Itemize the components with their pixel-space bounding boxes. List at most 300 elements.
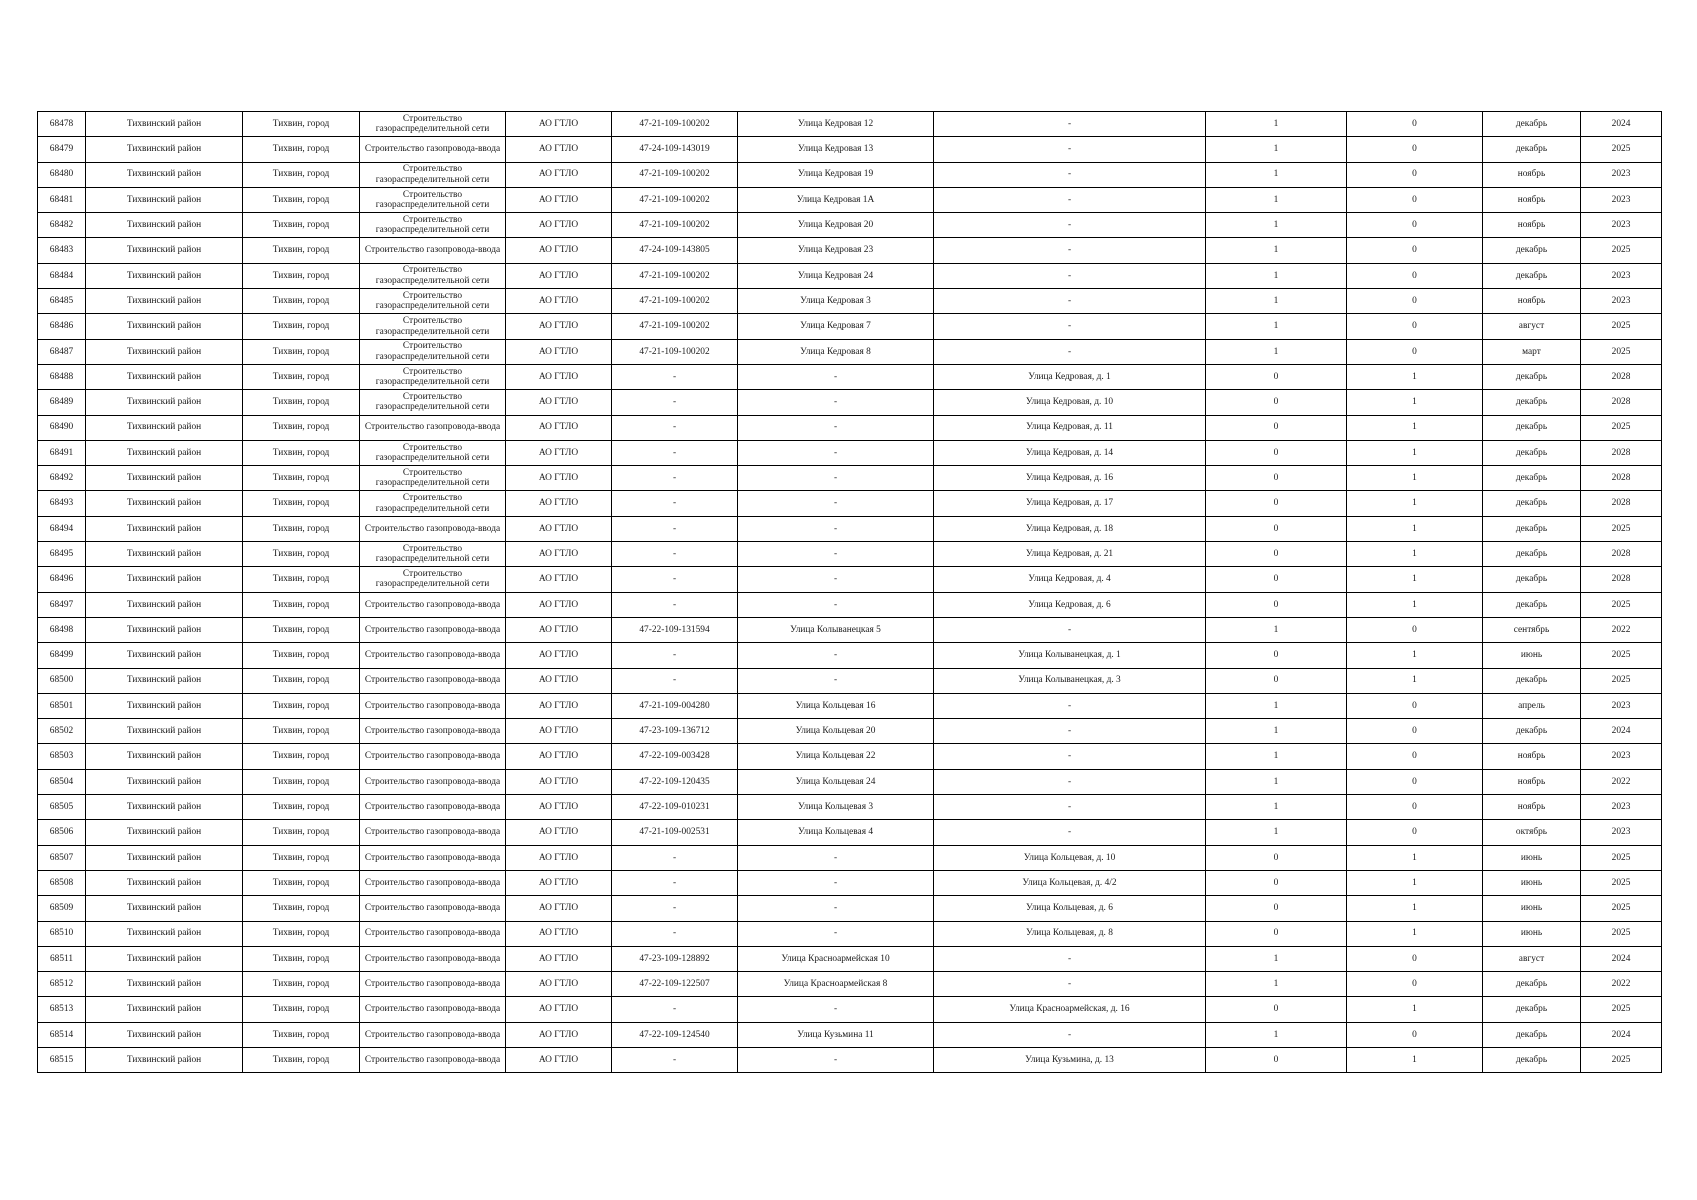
year-cell: 2025: [1581, 921, 1662, 946]
planned-address-cell: -: [934, 238, 1206, 263]
cadastral-number-cell: -: [612, 466, 738, 491]
year-cell: 2025: [1581, 870, 1662, 895]
year-cell: 2025: [1581, 643, 1662, 668]
settlement-cell: Тихвин, город: [243, 289, 360, 314]
cadastral-number-cell: 47-22-109-003428: [612, 744, 738, 769]
month-cell: декабрь: [1483, 491, 1581, 516]
cadastral-number-cell: -: [612, 1047, 738, 1072]
year-cell: 2024: [1581, 719, 1662, 744]
address-cell: Улица Кольцевая 16: [738, 693, 934, 718]
settlement-cell: Тихвин, город: [243, 719, 360, 744]
cadastral-number-cell: -: [612, 896, 738, 921]
cadastral-number-cell: -: [612, 921, 738, 946]
year-cell: 2023: [1581, 263, 1662, 288]
month-cell: декабрь: [1483, 415, 1581, 440]
planned-flag-cell: 0: [1347, 769, 1483, 794]
district-cell: Тихвинский район: [86, 112, 243, 137]
planned-flag-cell: 0: [1347, 744, 1483, 769]
month-cell: ноябрь: [1483, 213, 1581, 238]
cadastral-number-cell: 47-23-109-128892: [612, 946, 738, 971]
year-cell: 2025: [1581, 1047, 1662, 1072]
table-row: [38, 440, 1662, 465]
settlement-cell: Тихвин, город: [243, 364, 360, 389]
existing-flag-cell: 1: [1206, 137, 1347, 162]
existing-flag-cell: 0: [1206, 390, 1347, 415]
work-type-cell: Строительство газораспределительной сети: [360, 339, 506, 364]
month-cell: март: [1483, 339, 1581, 364]
work-type-cell: Строительство газопровода-ввода: [360, 921, 506, 946]
district-cell: Тихвинский район: [86, 187, 243, 212]
district-cell: Тихвинский район: [86, 364, 243, 389]
row-id-cell: 68501: [38, 693, 86, 718]
organization-cell: АО ГТЛО: [506, 769, 612, 794]
existing-flag-cell: 1: [1206, 1022, 1347, 1047]
work-type-cell: Строительство газопровода-ввода: [360, 845, 506, 870]
district-cell: Тихвинский район: [86, 1022, 243, 1047]
address-cell: Улица Кольцевая 22: [738, 744, 934, 769]
table-row: [38, 516, 1662, 541]
existing-flag-cell: 0: [1206, 845, 1347, 870]
cadastral-number-cell: -: [612, 415, 738, 440]
planned-flag-cell: 0: [1347, 719, 1483, 744]
district-cell: Тихвинский район: [86, 592, 243, 617]
settlement-cell: Тихвин, город: [243, 592, 360, 617]
address-cell: Улица Кедровая 1А: [738, 187, 934, 212]
organization-cell: АО ГТЛО: [506, 542, 612, 567]
cadastral-number-cell: 47-21-109-100202: [612, 187, 738, 212]
year-cell: 2023: [1581, 795, 1662, 820]
year-cell: 2023: [1581, 289, 1662, 314]
month-cell: август: [1483, 314, 1581, 339]
planned-flag-cell: 1: [1347, 415, 1483, 440]
work-type-cell: Строительство газопровода-ввода: [360, 795, 506, 820]
year-cell: 2025: [1581, 997, 1662, 1022]
cadastral-number-cell: 47-21-109-100202: [612, 213, 738, 238]
planned-flag-cell: 1: [1347, 921, 1483, 946]
district-cell: Тихвинский район: [86, 567, 243, 592]
work-type-cell: Строительство газопровода-ввода: [360, 870, 506, 895]
existing-flag-cell: 0: [1206, 870, 1347, 895]
row-id-cell: 68482: [38, 213, 86, 238]
district-cell: Тихвинский район: [86, 415, 243, 440]
planned-flag-cell: 0: [1347, 314, 1483, 339]
district-cell: Тихвинский район: [86, 795, 243, 820]
table-row: [38, 820, 1662, 845]
settlement-cell: Тихвин, город: [243, 440, 360, 465]
existing-flag-cell: 1: [1206, 187, 1347, 212]
planned-flag-cell: 1: [1347, 516, 1483, 541]
organization-cell: АО ГТЛО: [506, 997, 612, 1022]
work-type-cell: Строительство газопровода-ввода: [360, 415, 506, 440]
table-row: [38, 415, 1662, 440]
planned-flag-cell: 1: [1347, 896, 1483, 921]
cadastral-number-cell: -: [612, 592, 738, 617]
planned-flag-cell: 1: [1347, 364, 1483, 389]
district-cell: Тихвинский район: [86, 896, 243, 921]
organization-cell: АО ГТЛО: [506, 744, 612, 769]
cadastral-number-cell: 47-22-109-120435: [612, 769, 738, 794]
district-cell: Тихвинский район: [86, 668, 243, 693]
planned-address-cell: -: [934, 744, 1206, 769]
district-cell: Тихвинский район: [86, 491, 243, 516]
settlement-cell: Тихвин, город: [243, 466, 360, 491]
month-cell: сентябрь: [1483, 617, 1581, 642]
settlement-cell: Тихвин, город: [243, 643, 360, 668]
existing-flag-cell: 0: [1206, 1047, 1347, 1072]
planned-flag-cell: 1: [1347, 592, 1483, 617]
year-cell: 2025: [1581, 592, 1662, 617]
month-cell: декабрь: [1483, 1022, 1581, 1047]
settlement-cell: Тихвин, город: [243, 213, 360, 238]
address-cell: -: [738, 491, 934, 516]
district-cell: Тихвинский район: [86, 339, 243, 364]
address-cell: Улица Кедровая 13: [738, 137, 934, 162]
district-cell: Тихвинский район: [86, 390, 243, 415]
planned-address-cell: -: [934, 137, 1206, 162]
cadastral-number-cell: 47-22-109-122507: [612, 972, 738, 997]
settlement-cell: Тихвин, город: [243, 617, 360, 642]
district-cell: Тихвинский район: [86, 870, 243, 895]
planned-flag-cell: 0: [1347, 795, 1483, 820]
planned-flag-cell: 0: [1347, 112, 1483, 137]
planned-address-cell: -: [934, 263, 1206, 288]
settlement-cell: Тихвин, город: [243, 820, 360, 845]
address-cell: Улица Красноармейская 10: [738, 946, 934, 971]
settlement-cell: Тихвин, город: [243, 769, 360, 794]
table-row: [38, 795, 1662, 820]
table-row: [38, 339, 1662, 364]
month-cell: декабрь: [1483, 390, 1581, 415]
row-id-cell: 68496: [38, 567, 86, 592]
organization-cell: АО ГТЛО: [506, 693, 612, 718]
existing-flag-cell: 1: [1206, 213, 1347, 238]
table-row: [38, 1047, 1662, 1072]
planned-address-cell: -: [934, 795, 1206, 820]
year-cell: 2028: [1581, 491, 1662, 516]
organization-cell: АО ГТЛО: [506, 339, 612, 364]
address-cell: Улица Кольцевая 20: [738, 719, 934, 744]
table-row: [38, 845, 1662, 870]
district-cell: Тихвинский район: [86, 289, 243, 314]
row-id-cell: 68480: [38, 162, 86, 187]
planned-address-cell: Улица Кузьмина, д. 13: [934, 1047, 1206, 1072]
planned-flag-cell: 0: [1347, 972, 1483, 997]
year-cell: 2025: [1581, 845, 1662, 870]
organization-cell: АО ГТЛО: [506, 263, 612, 288]
organization-cell: АО ГТЛО: [506, 238, 612, 263]
month-cell: декабрь: [1483, 719, 1581, 744]
year-cell: 2023: [1581, 187, 1662, 212]
settlement-cell: Тихвин, город: [243, 870, 360, 895]
table-row: [38, 263, 1662, 288]
existing-flag-cell: 1: [1206, 795, 1347, 820]
year-cell: 2028: [1581, 567, 1662, 592]
cadastral-number-cell: -: [612, 390, 738, 415]
row-id-cell: 68513: [38, 997, 86, 1022]
district-cell: Тихвинский район: [86, 972, 243, 997]
row-id-cell: 68484: [38, 263, 86, 288]
settlement-cell: Тихвин, город: [243, 1022, 360, 1047]
work-type-cell: Строительство газопровода-ввода: [360, 238, 506, 263]
district-cell: Тихвинский район: [86, 542, 243, 567]
settlement-cell: Тихвин, город: [243, 921, 360, 946]
cadastral-number-cell: -: [612, 643, 738, 668]
work-type-cell: Строительство газопровода-ввода: [360, 896, 506, 921]
cadastral-number-cell: -: [612, 516, 738, 541]
cadastral-number-cell: 47-22-109-010231: [612, 795, 738, 820]
table-row: [38, 213, 1662, 238]
work-type-cell: Строительство газораспределительной сети: [360, 263, 506, 288]
existing-flag-cell: 0: [1206, 415, 1347, 440]
settlement-cell: Тихвин, город: [243, 162, 360, 187]
row-id-cell: 68481: [38, 187, 86, 212]
table-row: [38, 314, 1662, 339]
cadastral-number-cell: -: [612, 440, 738, 465]
month-cell: июнь: [1483, 845, 1581, 870]
work-type-cell: Строительство газопровода-ввода: [360, 617, 506, 642]
month-cell: ноябрь: [1483, 289, 1581, 314]
existing-flag-cell: 1: [1206, 769, 1347, 794]
existing-flag-cell: 0: [1206, 491, 1347, 516]
month-cell: декабрь: [1483, 238, 1581, 263]
year-cell: 2028: [1581, 390, 1662, 415]
month-cell: декабрь: [1483, 542, 1581, 567]
district-cell: Тихвинский район: [86, 643, 243, 668]
address-cell: -: [738, 592, 934, 617]
year-cell: 2022: [1581, 617, 1662, 642]
organization-cell: АО ГТЛО: [506, 491, 612, 516]
planned-address-cell: Улица Кольцевая, д. 4/2: [934, 870, 1206, 895]
year-cell: 2028: [1581, 364, 1662, 389]
organization-cell: АО ГТЛО: [506, 516, 612, 541]
row-id-cell: 68490: [38, 415, 86, 440]
address-cell: -: [738, 390, 934, 415]
district-cell: Тихвинский район: [86, 845, 243, 870]
existing-flag-cell: 1: [1206, 162, 1347, 187]
address-cell: -: [738, 997, 934, 1022]
existing-flag-cell: 0: [1206, 364, 1347, 389]
year-cell: 2024: [1581, 112, 1662, 137]
address-cell: Улица Кедровая 23: [738, 238, 934, 263]
organization-cell: АО ГТЛО: [506, 440, 612, 465]
existing-flag-cell: 1: [1206, 617, 1347, 642]
table-row: [38, 643, 1662, 668]
address-cell: Улица Колыванецкая 5: [738, 617, 934, 642]
district-cell: Тихвинский район: [86, 466, 243, 491]
planned-address-cell: -: [934, 314, 1206, 339]
planned-flag-cell: 1: [1347, 845, 1483, 870]
existing-flag-cell: 0: [1206, 921, 1347, 946]
work-type-cell: Строительство газораспределительной сети: [360, 187, 506, 212]
settlement-cell: Тихвин, город: [243, 390, 360, 415]
district-cell: Тихвинский район: [86, 213, 243, 238]
planned-address-cell: Улица Кедровая, д. 18: [934, 516, 1206, 541]
district-cell: Тихвинский район: [86, 1047, 243, 1072]
table-row: [38, 592, 1662, 617]
settlement-cell: Тихвин, город: [243, 339, 360, 364]
planned-address-cell: Улица Кедровая, д. 11: [934, 415, 1206, 440]
cadastral-number-cell: 47-23-109-136712: [612, 719, 738, 744]
year-cell: 2023: [1581, 213, 1662, 238]
address-cell: -: [738, 845, 934, 870]
planned-address-cell: Улица Красноармейская, д. 16: [934, 997, 1206, 1022]
work-type-cell: Строительство газопровода-ввода: [360, 693, 506, 718]
row-id-cell: 68498: [38, 617, 86, 642]
month-cell: декабрь: [1483, 997, 1581, 1022]
district-cell: Тихвинский район: [86, 769, 243, 794]
table-row: [38, 668, 1662, 693]
table-row: [38, 542, 1662, 567]
table-row: [38, 719, 1662, 744]
cadastral-number-cell: 47-21-109-100202: [612, 162, 738, 187]
existing-flag-cell: 1: [1206, 289, 1347, 314]
table-row: [38, 896, 1662, 921]
address-cell: Улица Кедровая 19: [738, 162, 934, 187]
cadastral-number-cell: -: [612, 997, 738, 1022]
district-cell: Тихвинский район: [86, 314, 243, 339]
district-cell: Тихвинский район: [86, 516, 243, 541]
work-type-cell: Строительство газопровода-ввода: [360, 820, 506, 845]
gasification-schedule-table: [37, 111, 1662, 1073]
work-type-cell: Строительство газораспределительной сети: [360, 364, 506, 389]
year-cell: 2022: [1581, 769, 1662, 794]
row-id-cell: 68486: [38, 314, 86, 339]
district-cell: Тихвинский район: [86, 162, 243, 187]
planned-address-cell: Улица Кедровая, д. 14: [934, 440, 1206, 465]
existing-flag-cell: 0: [1206, 592, 1347, 617]
month-cell: декабрь: [1483, 516, 1581, 541]
table-row: [38, 390, 1662, 415]
planned-flag-cell: 0: [1347, 162, 1483, 187]
district-cell: Тихвинский район: [86, 820, 243, 845]
organization-cell: АО ГТЛО: [506, 289, 612, 314]
table-row: [38, 466, 1662, 491]
planned-address-cell: -: [934, 972, 1206, 997]
settlement-cell: Тихвин, город: [243, 744, 360, 769]
row-id-cell: 68493: [38, 491, 86, 516]
planned-flag-cell: 0: [1347, 289, 1483, 314]
work-type-cell: Строительство газопровода-ввода: [360, 643, 506, 668]
organization-cell: АО ГТЛО: [506, 592, 612, 617]
month-cell: ноябрь: [1483, 162, 1581, 187]
planned-address-cell: Улица Кольцевая, д. 6: [934, 896, 1206, 921]
month-cell: апрель: [1483, 693, 1581, 718]
table-row: [38, 364, 1662, 389]
organization-cell: АО ГТЛО: [506, 137, 612, 162]
organization-cell: АО ГТЛО: [506, 972, 612, 997]
district-cell: Тихвинский район: [86, 744, 243, 769]
settlement-cell: Тихвин, город: [243, 845, 360, 870]
district-cell: Тихвинский район: [86, 440, 243, 465]
cadastral-number-cell: -: [612, 567, 738, 592]
row-id-cell: 68504: [38, 769, 86, 794]
planned-flag-cell: 1: [1347, 1047, 1483, 1072]
district-cell: Тихвинский район: [86, 617, 243, 642]
work-type-cell: Строительство газопровода-ввода: [360, 719, 506, 744]
planned-address-cell: -: [934, 820, 1206, 845]
month-cell: декабрь: [1483, 567, 1581, 592]
row-id-cell: 68500: [38, 668, 86, 693]
work-type-cell: Строительство газопровода-ввода: [360, 997, 506, 1022]
planned-flag-cell: 0: [1347, 693, 1483, 718]
settlement-cell: Тихвин, город: [243, 491, 360, 516]
row-id-cell: 68515: [38, 1047, 86, 1072]
row-id-cell: 68511: [38, 946, 86, 971]
settlement-cell: Тихвин, город: [243, 415, 360, 440]
year-cell: 2025: [1581, 314, 1662, 339]
year-cell: 2025: [1581, 896, 1662, 921]
settlement-cell: Тихвин, город: [243, 693, 360, 718]
table-row: [38, 693, 1662, 718]
organization-cell: АО ГТЛО: [506, 162, 612, 187]
cadastral-number-cell: 47-21-109-100202: [612, 314, 738, 339]
table-row: [38, 1022, 1662, 1047]
existing-flag-cell: 0: [1206, 567, 1347, 592]
organization-cell: АО ГТЛО: [506, 643, 612, 668]
existing-flag-cell: 1: [1206, 693, 1347, 718]
month-cell: декабрь: [1483, 364, 1581, 389]
month-cell: ноябрь: [1483, 744, 1581, 769]
cadastral-number-cell: 47-21-109-100202: [612, 339, 738, 364]
planned-address-cell: Улица Кедровая, д. 6: [934, 592, 1206, 617]
address-cell: -: [738, 668, 934, 693]
existing-flag-cell: 0: [1206, 997, 1347, 1022]
row-id-cell: 68502: [38, 719, 86, 744]
cadastral-number-cell: -: [612, 845, 738, 870]
work-type-cell: Строительство газопровода-ввода: [360, 592, 506, 617]
month-cell: декабрь: [1483, 137, 1581, 162]
settlement-cell: Тихвин, город: [243, 542, 360, 567]
row-id-cell: 68508: [38, 870, 86, 895]
address-cell: -: [738, 1047, 934, 1072]
table-row: [38, 162, 1662, 187]
address-cell: Улица Кедровая 8: [738, 339, 934, 364]
work-type-cell: Строительство газораспределительной сети: [360, 390, 506, 415]
existing-flag-cell: 0: [1206, 440, 1347, 465]
settlement-cell: Тихвин, город: [243, 516, 360, 541]
row-id-cell: 68507: [38, 845, 86, 870]
work-type-cell: Строительство газопровода-ввода: [360, 668, 506, 693]
month-cell: июнь: [1483, 643, 1581, 668]
planned-address-cell: Улица Колыванецкая, д. 3: [934, 668, 1206, 693]
planned-address-cell: -: [934, 1022, 1206, 1047]
month-cell: июнь: [1483, 921, 1581, 946]
row-id-cell: 68485: [38, 289, 86, 314]
table-body: [38, 112, 1662, 1073]
work-type-cell: Строительство газопровода-ввода: [360, 137, 506, 162]
month-cell: август: [1483, 946, 1581, 971]
year-cell: 2028: [1581, 466, 1662, 491]
row-id-cell: 68506: [38, 820, 86, 845]
month-cell: декабрь: [1483, 466, 1581, 491]
planned-flag-cell: 0: [1347, 339, 1483, 364]
address-cell: -: [738, 364, 934, 389]
address-cell: Улица Кольцевая 24: [738, 769, 934, 794]
year-cell: 2024: [1581, 1022, 1662, 1047]
table-row: [38, 491, 1662, 516]
settlement-cell: Тихвин, город: [243, 238, 360, 263]
planned-flag-cell: 0: [1347, 820, 1483, 845]
year-cell: 2025: [1581, 137, 1662, 162]
row-id-cell: 68509: [38, 896, 86, 921]
district-cell: Тихвинский район: [86, 946, 243, 971]
existing-flag-cell: 0: [1206, 896, 1347, 921]
year-cell: 2025: [1581, 415, 1662, 440]
planned-address-cell: Улица Кольцевая, д. 10: [934, 845, 1206, 870]
address-cell: -: [738, 415, 934, 440]
settlement-cell: Тихвин, город: [243, 972, 360, 997]
district-cell: Тихвинский район: [86, 263, 243, 288]
